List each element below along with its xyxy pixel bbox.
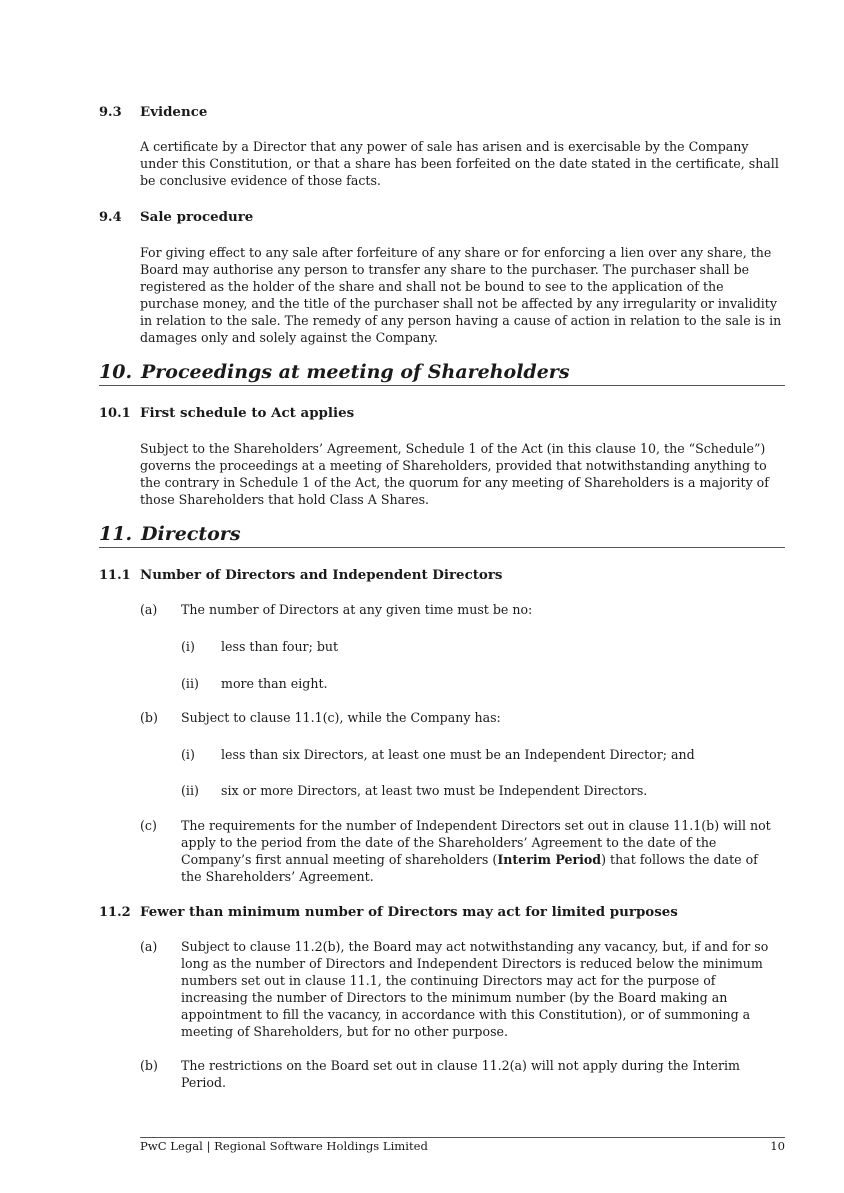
clause-11-1-b-i-label: (i) xyxy=(181,747,195,762)
clause-11-2-b-text: The restrictions on the Board set out in clause 11.2(a) will not apply during the Interim Period. xyxy=(181,1058,740,1090)
clause-11-2-title: Fewer than minimum number of Directors may act for limited purposes xyxy=(140,904,678,920)
clause-9-3-number: 9.3 xyxy=(99,105,122,120)
clause-11-1-b-ii-label: (ii) xyxy=(181,783,199,798)
section-10-heading xyxy=(99,359,785,386)
clause-11-2-number: 11.2 xyxy=(99,905,131,920)
clause-11-1-title: Number of Directors and Independent Directors xyxy=(140,567,503,583)
clause-9-4-title: Sale procedure xyxy=(140,209,254,225)
clause-11-1-c-text xyxy=(181,817,781,885)
clause-11-1-b-text: Subject to clause 11.1(c), while the Company has: xyxy=(181,710,501,725)
section-10-number: 10. xyxy=(99,361,133,383)
footer-left-text: PwC Legal | Regional Software Holdings Limited xyxy=(140,1139,428,1153)
clause-11-1-c-text-before: The requirements for the number of Independent Directors set out in clause 11.1(b) will not apply to the period from the date of the Shareholders’ Agreement to the date of the Company’s first annual meeting of shareholders ( xyxy=(181,818,771,867)
clause-9-3-title: Evidence xyxy=(140,104,208,120)
clause-11-1-a-ii-text: more than eight. xyxy=(221,676,328,691)
defined-term-interim-period: Interim Period xyxy=(497,852,602,867)
section-11-title: Directors xyxy=(141,523,241,545)
page-number: 10 xyxy=(770,1139,785,1153)
clause-11-1-number: 11.1 xyxy=(99,568,131,583)
section-10-title: Proceedings at meeting of Shareholders xyxy=(141,361,570,383)
clause-9-4-body: For giving effect to any sale after forfeiture of any share or for enforcing a lien over any share, the Board may authorise any person to transfer any share to the purchaser. The purchaser shall be registered as the holder of the share and shall not be bound to see to the application of the purchase money, and the title of the purchaser shall not be affected by any irregularity or invalidity in relation to the sale. The remedy of any person having a cause of action in relation to the sale is in damages only and solely against the Company. xyxy=(140,245,782,345)
clause-11-1-a-label: (a) xyxy=(140,602,158,617)
section-11-heading xyxy=(99,521,785,548)
clause-11-1-a-i-text: less than four; but xyxy=(221,639,339,654)
clause-9-4-number: 9.4 xyxy=(99,210,122,225)
clause-11-2-a-text: Subject to clause 11.2(b), the Board may act notwithstanding any vacancy, but, if and for so long as the number of Directors and Independent Directors is reduced below the minimum numbers set out in clause 11.1, the continuing Directors may act for the purpose of increasing the number of Directors to the minimum number (by the Board making an appointment to fill the vacancy, in accordance with this Constitution), or of summoning a meeting of Shareholders, but for no other purpose. xyxy=(181,939,769,1039)
clause-10-1-title: First schedule to Act applies xyxy=(140,405,355,421)
clause-11-1-c-label: (c) xyxy=(140,818,157,833)
section-11-number: 11. xyxy=(99,523,133,545)
clause-11-1-c-text-after: ) that follows the date of the Shareholders’ Agreement. xyxy=(181,852,758,884)
clause-11-1-b-ii-text: six or more Directors, at least two must be Independent Directors. xyxy=(221,783,648,798)
clause-11-1-a-i-label: (i) xyxy=(181,639,195,654)
clause-11-1-b-label: (b) xyxy=(140,710,158,725)
clause-10-1-body: Subject to the Shareholders’ Agreement, Schedule 1 of the Act (in this clause 10, the “Schedule”) governs the proceedings at a meeting of Shareholders, provided that notwithstanding anything to the contrary in Schedule 1 of the Act, the quorum for any meeting of Shareholders is a majority of those Shareholders that hold Class A Shares. xyxy=(140,441,769,507)
clause-11-1-b-i-text: less than six Directors, at least one must be an Independent Director; and xyxy=(221,747,695,762)
clause-11-1-a-text: The number of Directors at any given time must be no: xyxy=(181,602,533,617)
clause-11-2-b-label: (b) xyxy=(140,1058,158,1073)
footer-divider xyxy=(140,1137,785,1138)
clause-10-1-number: 10.1 xyxy=(99,406,131,421)
clause-11-1-a-ii-label: (ii) xyxy=(181,676,199,691)
clause-11-2-a-label: (a) xyxy=(140,939,158,954)
clause-9-3-body: A certificate by a Director that any power of sale has arisen and is exercisable by the Company under this Constitution, or that a share has been forfeited on the date stated in the certificate, shall be conclusive evidence of those facts. xyxy=(140,139,779,188)
